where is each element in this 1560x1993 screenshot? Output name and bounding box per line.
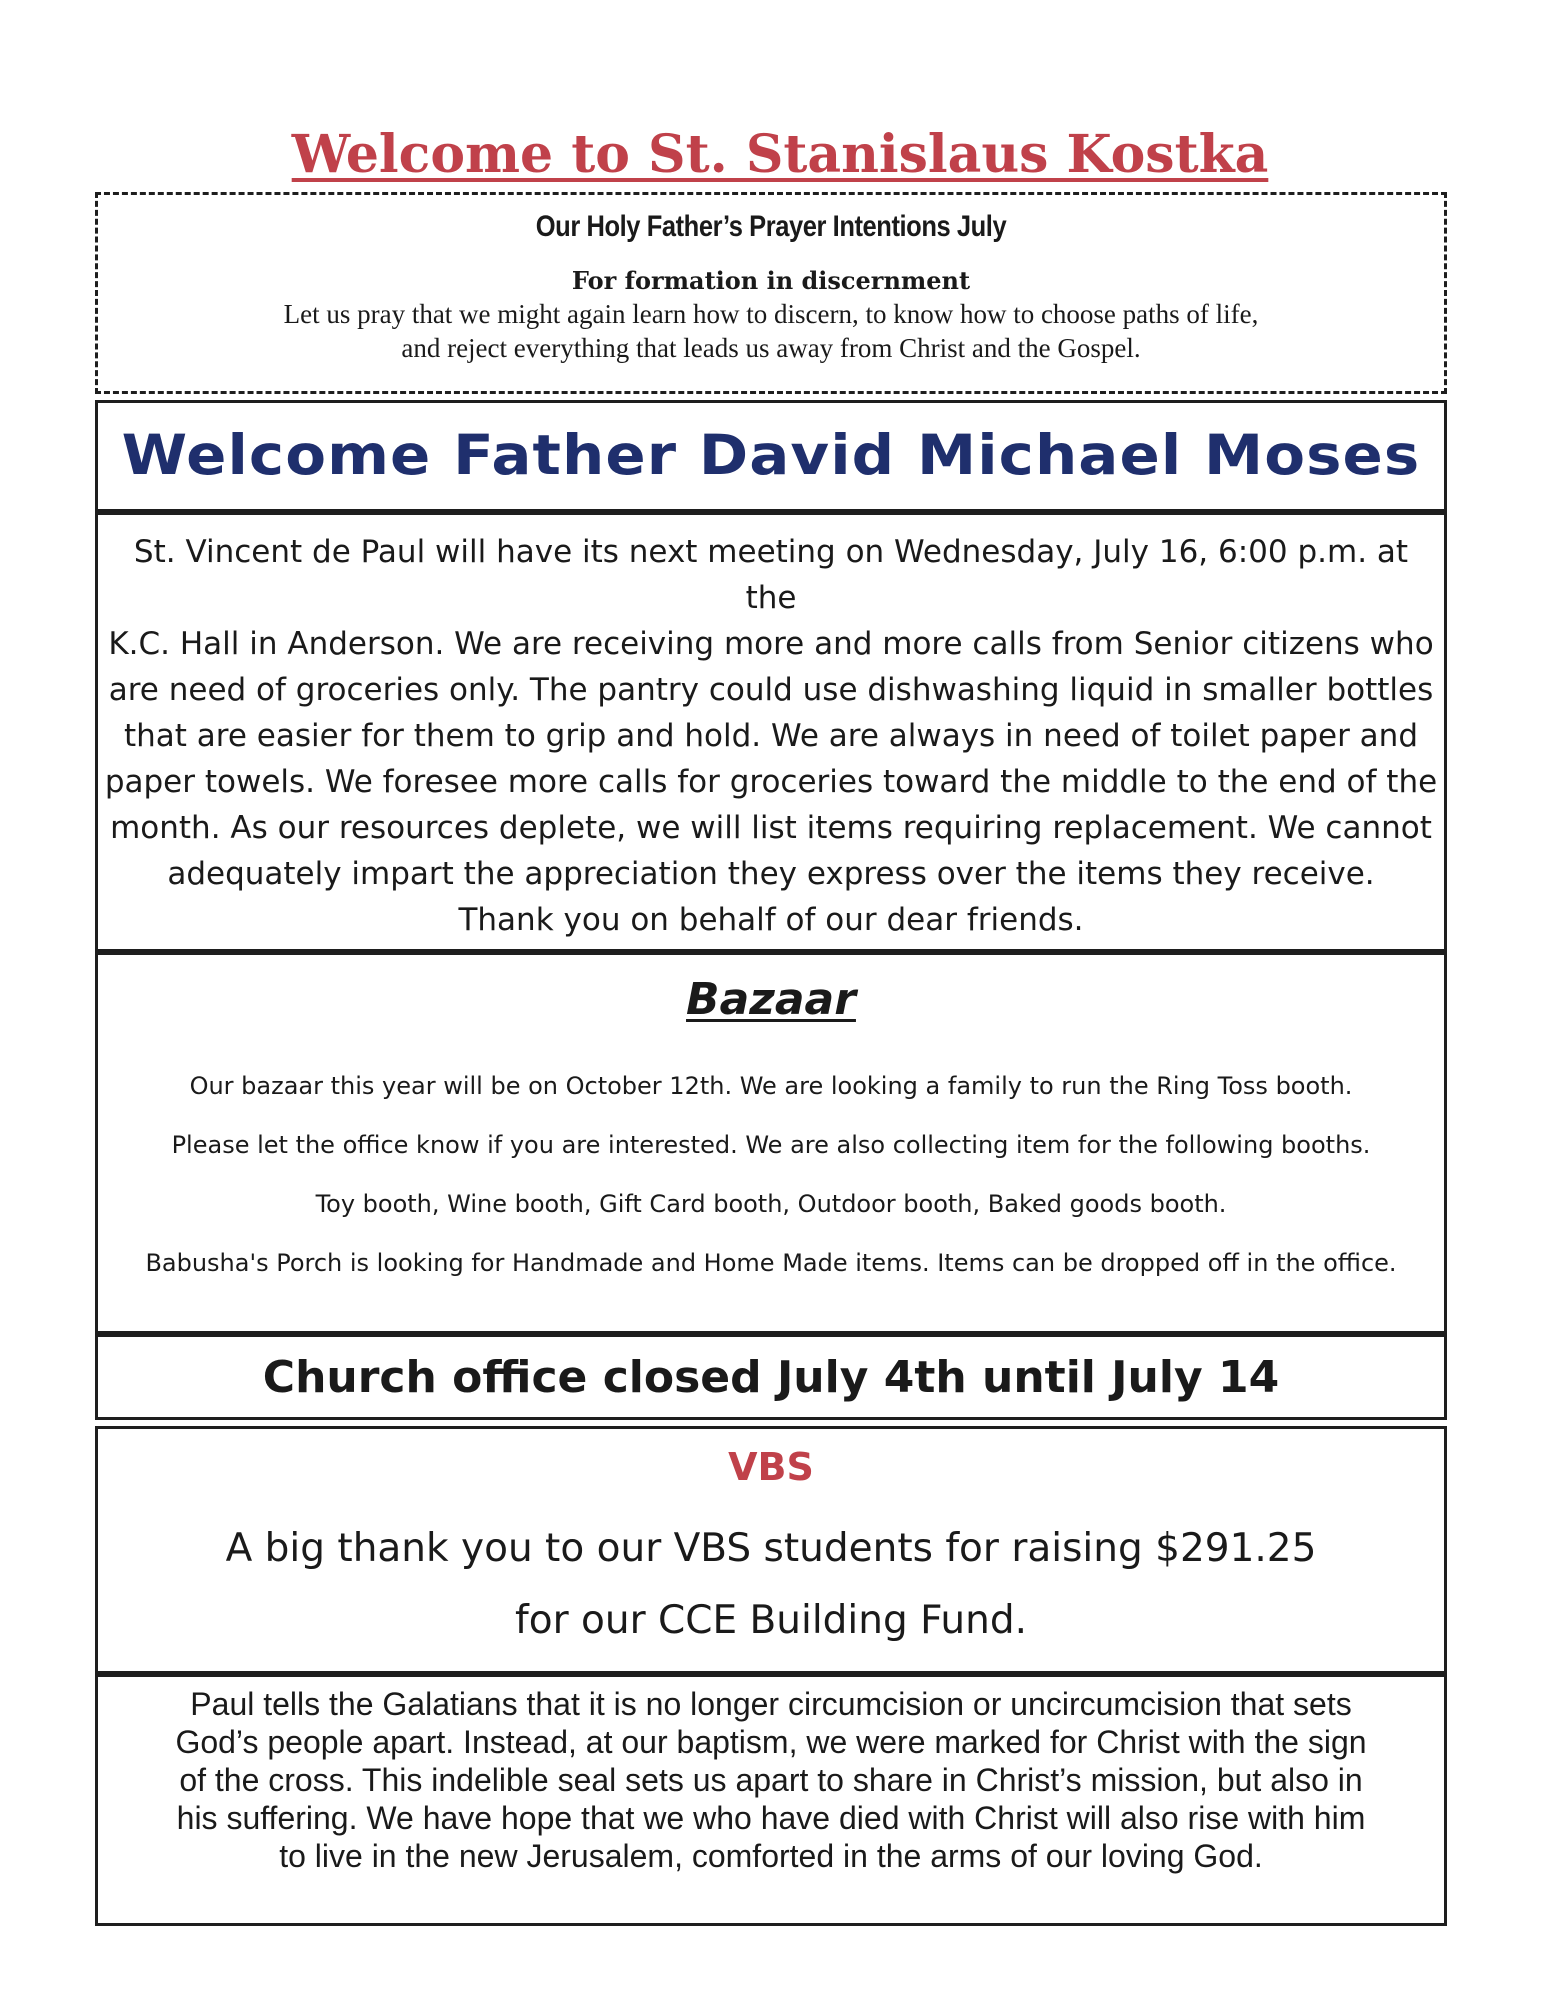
galatians-box	[95, 1674, 1447, 1926]
st-vincent-line: Thank you on behalf of our dear friends.	[458, 902, 1084, 938]
office-closed-box	[95, 1334, 1447, 1420]
page-title	[0, 120, 1560, 190]
galatians-line: his suffering. We have hope that we who have died with Christ will also rise with him	[176, 1800, 1366, 1836]
office-closed-text: Church office closed July 4th until July 14	[262, 1352, 1280, 1403]
galatians-line: Paul tells the Galatians that it is no longer circumcision or uncircumcision that sets	[190, 1686, 1352, 1722]
st-vincent-line: are need of groceries only. The pantry could use dishwashing liquid in smaller bottles	[108, 672, 1434, 708]
bazaar-text	[98, 1057, 1444, 1293]
bazaar-title-text: Bazaar	[686, 974, 856, 1025]
galatians-text	[98, 1685, 1444, 1875]
st-vincent-line: paper towels. We foresee more calls for groceries toward the middle to the end of the	[104, 764, 1438, 800]
welcome-father-box	[95, 400, 1447, 512]
st-vincent-line: adequately impart the appreciation they express over the items they receive.	[167, 856, 1375, 892]
bazaar-title	[98, 971, 1444, 1029]
vbs-line: for our CCE Building Fund.	[514, 1598, 1028, 1643]
vbs-box	[95, 1426, 1447, 1674]
prayer-line: Let us pray that we might again learn how to discern, to know how to choose paths of life,	[283, 299, 1259, 329]
prayer-subtitle: For formation in discernment	[571, 266, 971, 295]
prayer-line: and reject everything that leads us away from Christ and the Gospel.	[401, 333, 1141, 363]
st-vincent-line: K.C. Hall in Anderson. We are receiving more and more calls from Senior citizens who	[108, 626, 1434, 662]
galatians-line: of the cross. This indelible seal sets us apart to share in Christ’s mission, but also in	[179, 1762, 1363, 1798]
vbs-text	[98, 1513, 1444, 1657]
bazaar-line: Please let the office know if you are interested. We are also collecting item for the following booths.	[171, 1131, 1371, 1159]
vbs-title: VBS	[728, 1445, 814, 1489]
st-vincent-text	[98, 529, 1444, 943]
bazaar-line: Toy booth, Wine booth, Gift Card booth, Outdoor booth, Baked goods booth.	[315, 1190, 1227, 1218]
st-vincent-box	[95, 512, 1447, 952]
vbs-line: A big thank you to our VBS students for raising $291.25	[225, 1526, 1317, 1571]
prayer-intentions-box	[95, 192, 1447, 394]
welcome-father-title: Welcome Father David Michael Moses	[121, 423, 1421, 487]
prayer-header: Our Holy Father’s Prayer Intentions July	[535, 210, 1007, 243]
galatians-line: to live in the new Jerusalem, comforted in the arms of our loving God.	[279, 1838, 1263, 1874]
galatians-line: God’s people apart. Instead, at our baptism, we were marked for Christ with the sign	[175, 1724, 1367, 1760]
st-vincent-line: that are easier for them to grip and hold. We are always in need of toilet paper and	[123, 718, 1419, 754]
page-title-text: Welcome to St. Stanislaus Kostka	[291, 124, 1269, 185]
prayer-text	[98, 297, 1444, 365]
bazaar-box	[95, 952, 1447, 1334]
bazaar-line: Babusha's Porch is looking for Handmade and Home Made items. Items can be dropped off in the office.	[145, 1249, 1397, 1277]
bazaar-line: Our bazaar this year will be on October 12th. We are looking a family to run the Ring Toss booth.	[189, 1072, 1353, 1100]
st-vincent-line: month. As our resources deplete, we will list items requiring replacement. We cannot	[110, 810, 1432, 846]
st-vincent-line: St. Vincent de Paul will have its next meeting on Wednesday, July 16, 6:00 p.m. at the	[133, 534, 1409, 616]
